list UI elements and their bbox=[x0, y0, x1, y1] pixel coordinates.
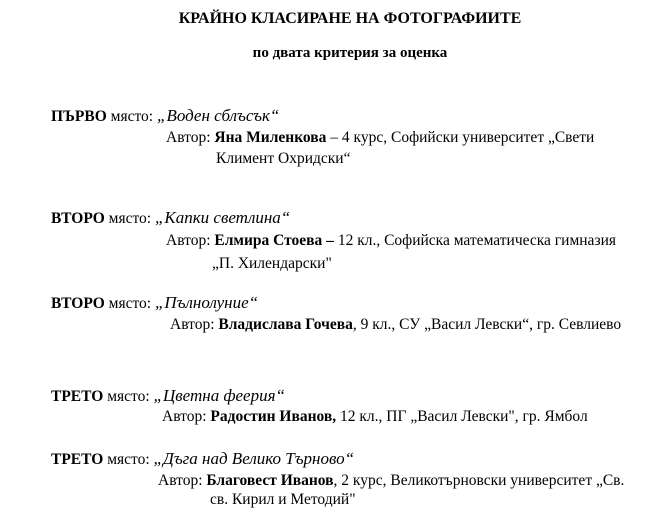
place-suffix: място: bbox=[104, 295, 155, 312]
author-line bbox=[170, 316, 621, 334]
place-line bbox=[51, 208, 290, 228]
author-details: , 9 кл., СУ „Васил Левски“, гр. Севлиево bbox=[352, 316, 622, 333]
author-line bbox=[166, 129, 594, 147]
author-label: Автор: bbox=[170, 316, 219, 333]
author-details: 12 кл., ПГ „Васил Левски", гр. Ямбол bbox=[336, 408, 588, 425]
place-suffix: място: bbox=[103, 451, 154, 468]
author-label: Автор: bbox=[166, 232, 215, 249]
place-line bbox=[51, 449, 354, 469]
author-name: Владислава Гочева bbox=[218, 316, 353, 333]
author-name: Елмира Стоева – bbox=[214, 232, 334, 249]
author-line bbox=[162, 408, 588, 426]
place-label: ТРЕТО bbox=[51, 388, 104, 405]
place-label: ТРЕТО bbox=[51, 451, 104, 468]
place-suffix: място: bbox=[103, 388, 154, 405]
place-line bbox=[51, 386, 285, 406]
author-label: Автор: bbox=[166, 129, 215, 146]
author-name: Благовест Иванов bbox=[206, 472, 334, 489]
place-label: ВТОРО bbox=[51, 295, 105, 312]
document-title: КРАЙНО КЛАСИРАНЕ НА ФОТОГРАФИИТЕ bbox=[178, 10, 522, 27]
photo-title: „Воден сблъсък“ bbox=[156, 106, 280, 125]
author-details-continued: св. Кирил и Методий" bbox=[210, 491, 356, 508]
place-line bbox=[51, 106, 279, 126]
photo-title: „Цветна феерия“ bbox=[153, 386, 285, 405]
author-details-continued: „П. Хилендарски" bbox=[212, 255, 332, 272]
author-name: Радостин Иванов, bbox=[210, 408, 337, 425]
author-details: – 4 курс, Софийски университет „Свети bbox=[326, 129, 595, 146]
place-suffix: място: bbox=[106, 108, 157, 125]
author-details: 12 кл., Софийска математическа гимназия bbox=[333, 232, 616, 249]
document-subtitle: по двата критерия за оценка bbox=[252, 45, 448, 61]
place-suffix: място: bbox=[104, 210, 155, 227]
author-label: Автор: bbox=[158, 472, 207, 489]
author-details: , 2 курс, Великотърновски университет „Св. bbox=[333, 472, 625, 489]
photo-title: „Пълнолуние“ bbox=[154, 293, 259, 312]
author-line bbox=[158, 472, 624, 490]
place-label: ПЪРВО bbox=[51, 108, 107, 125]
author-name: Яна Миленкова bbox=[214, 129, 327, 146]
place-line bbox=[51, 293, 258, 313]
author-details-continued: Климент Охридски“ bbox=[216, 150, 351, 167]
photo-title: „Капки светлина“ bbox=[154, 208, 291, 227]
photo-title: „Дъга над Велико Търново“ bbox=[153, 449, 355, 468]
author-label: Автор: bbox=[162, 408, 211, 425]
author-line bbox=[166, 232, 616, 250]
place-label: ВТОРО bbox=[51, 210, 105, 227]
